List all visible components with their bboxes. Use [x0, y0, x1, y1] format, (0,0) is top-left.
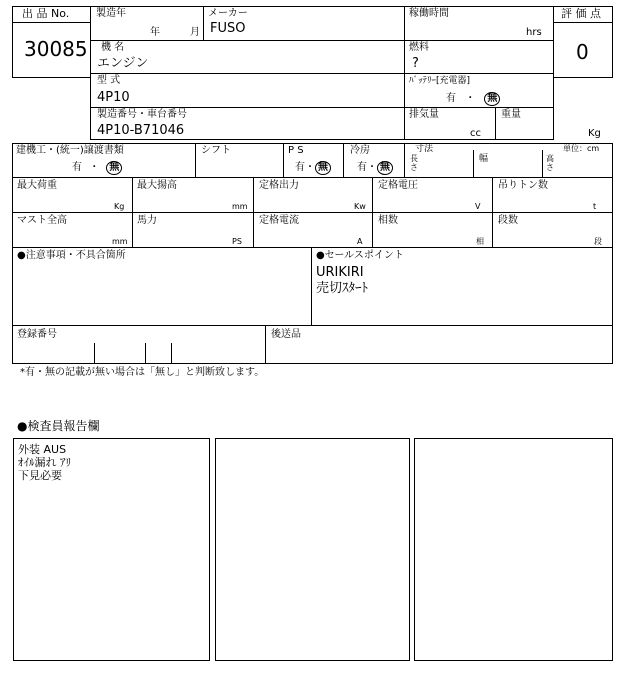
- ac-separator: ・: [367, 162, 377, 173]
- maker-label: メーカー: [208, 8, 248, 19]
- max-lift-unit: mm: [232, 202, 248, 211]
- transfer-no-circled: 無: [106, 161, 122, 175]
- weight-label: 重量: [501, 109, 521, 120]
- mast-height-unit: mm: [112, 237, 128, 246]
- year-label: 製造年: [96, 8, 126, 19]
- transfer-docs-label: 建機工・(統一)譲渡書類: [16, 145, 124, 156]
- rated-current-unit: A: [357, 237, 363, 246]
- inspector-line-2: ｵｲﾙ漏れ ｱﾘ: [18, 456, 71, 469]
- displacement-label: 排気量: [409, 109, 439, 120]
- sales-point-line-2: 売切ｽﾀｰﾄ: [316, 281, 369, 296]
- rated-current-label: 定格電流: [259, 215, 299, 226]
- model-name-label: 機 名: [101, 42, 125, 53]
- dims-label: 寸法: [415, 144, 434, 154]
- shipping-later-label: 後送品: [271, 329, 301, 340]
- month-unit: 月: [190, 27, 200, 38]
- maker-value: FUSO: [210, 21, 246, 36]
- year-unit: 年: [150, 27, 160, 38]
- lot-number-label: 出 品 No.: [22, 7, 70, 20]
- battery-no-circled: 無: [484, 92, 500, 106]
- hours-label: 稼働時間: [409, 8, 449, 19]
- grade-label: 評 価 点: [561, 7, 601, 20]
- stages-label: 段数: [498, 215, 518, 226]
- ac-yes: 有: [357, 162, 367, 173]
- lot-number: 30085: [24, 37, 88, 61]
- battery-yes: 有: [446, 93, 456, 104]
- stages-unit: 段: [594, 237, 602, 246]
- model-name-value: エンジン: [97, 56, 149, 71]
- height-label: 高 さ: [546, 154, 554, 172]
- rated-voltage-unit: V: [475, 202, 481, 211]
- hours-unit: hrs: [526, 27, 542, 38]
- max-load-unit: Kg: [114, 202, 125, 211]
- hoist-tonnage-unit: t: [593, 202, 597, 211]
- rated-output-label: 定格出力: [259, 180, 299, 191]
- mast-height-label: マスト全高: [17, 215, 67, 226]
- ps-yes-no: [295, 161, 331, 175]
- model-type-label: 型 式: [97, 75, 121, 86]
- rated-output-unit: Kw: [354, 202, 366, 211]
- inspector-line-1: 外装 AUS: [18, 443, 67, 456]
- hoist-tonnage-label: 吊りトン数: [498, 180, 548, 191]
- fuel-value: ?: [412, 56, 419, 71]
- dims-unit: 単位：cm: [563, 144, 600, 153]
- grade-value: 0: [576, 40, 589, 64]
- ac-no-circled: 無: [377, 161, 393, 175]
- transfer-yes-no: [72, 161, 122, 175]
- battery-yes-no: [446, 92, 500, 106]
- length-label: 長 さ: [410, 154, 418, 172]
- phase-label: 相数: [378, 215, 398, 226]
- inspector-box-2: [215, 438, 410, 661]
- sales-point-label: ●セールスポイント: [316, 250, 404, 261]
- weight-unit: Kg: [588, 128, 601, 139]
- ac-label: 冷房: [350, 145, 370, 156]
- max-load-label: 最大荷重: [17, 180, 57, 191]
- battery-label: ﾊﾞｯﾃﾘｰ[充電器]: [409, 76, 471, 86]
- serial-label: 製造番号・車台番号: [97, 109, 187, 120]
- horsepower-unit: PS: [232, 237, 242, 246]
- ac-yes-no: [357, 161, 393, 175]
- ps-separator: ・: [305, 162, 315, 173]
- battery-separator: ・: [465, 93, 476, 104]
- model-type-value: 4P10: [97, 90, 130, 105]
- horsepower-label: 馬力: [137, 215, 157, 226]
- displacement-unit: cc: [470, 128, 481, 139]
- footnote: *有・無の記載が無い場合は「無し」と判断致します。: [20, 367, 265, 378]
- fuel-label: 燃料: [409, 42, 429, 53]
- sales-point-line-1: URIKIRI: [316, 265, 364, 280]
- caution-label: ●注意事項・不具合箇所: [17, 250, 126, 261]
- registration-box: [12, 325, 613, 364]
- ps-yes: 有: [295, 162, 305, 173]
- shift-label: シフト: [201, 145, 231, 156]
- inspector-box-3: [414, 438, 613, 661]
- serial-value: 4P10-B71046: [97, 123, 185, 138]
- max-lift-label: 最大揚高: [137, 180, 177, 191]
- inspector-line-3: 下見必要: [18, 469, 62, 482]
- inspector-title: ●検査員報告欄: [17, 419, 100, 433]
- rated-voltage-label: 定格電圧: [378, 180, 418, 191]
- phase-unit: 相: [476, 237, 484, 246]
- ps-no-circled: 無: [315, 161, 331, 175]
- width-label: 幅: [479, 154, 489, 164]
- registration-label: 登録番号: [17, 329, 57, 340]
- spec-grid: [12, 143, 613, 248]
- ps-label: P S: [288, 145, 304, 156]
- transfer-separator: ・: [89, 162, 100, 173]
- transfer-yes: 有: [72, 162, 82, 173]
